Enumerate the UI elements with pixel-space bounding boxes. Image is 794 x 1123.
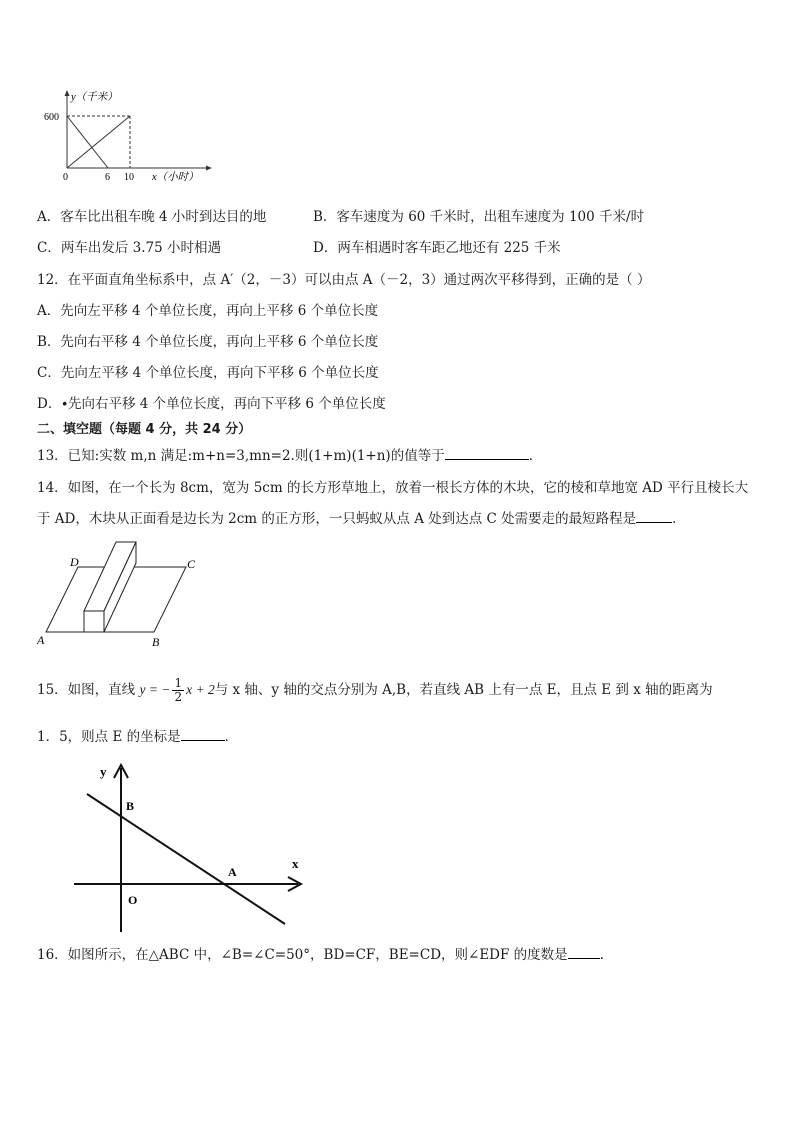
q15-label-x: x [292,856,299,871]
x-tick-10: 10 [124,172,134,183]
q16-end: . [599,947,604,963]
taxi-line [67,116,108,168]
x-axis-label: x（小时） [152,172,199,183]
q15-answer-blank [181,728,225,741]
q11-option-c: C．两车出发后 3.75 小时相遇 [37,240,221,256]
q16-question [37,946,604,964]
q12-option-d: D．∙先向右平移 4 个单位长度，再向下平移 6 个单位长度 [37,396,386,412]
q12-option-a: A．先向左平移 4 个单位长度，再向上平移 6 个单位长度 [37,303,379,319]
line-ab [87,794,285,924]
q14-line1: 14．如图，在一个长为 8cm，宽为 5cm 的长方形草地上，放着一根长方体的木块，它的棱和草地宽 AD 平行且棱长大 [37,480,749,496]
y-axis-label: y（千米） [71,92,118,103]
q16-answer-blank [568,946,600,959]
q15-frac-den: 2 [174,690,183,704]
bus-line [67,116,130,168]
q15-fraction [172,677,184,704]
q15-text2: 1．5，则点 E 的坐标是 [37,729,181,745]
q16-text: 16．如图所示，在△ABC 中，∠B=∠C=50°，BD=CF，BE=CD，则∠EDF 的度数是 [37,947,568,963]
q12-option-b: B．先向右平移 4 个单位长度，再向上平移 6 个单位长度 [37,334,379,350]
q15-label-y: y [100,764,107,779]
q14-label-A: A [37,633,45,647]
q15-line1 [37,676,713,704]
x-tick-6: 6 [105,172,110,183]
q15-pre: 15．如图，直线 [37,682,136,698]
q14-label-C: C [187,557,196,571]
q13-question [37,447,542,465]
q15-line2 [37,728,238,746]
q15-label-A: A [228,865,237,879]
q13-end: ． [528,448,543,464]
q14-label-B: B [152,635,160,649]
q15-eq-rhs: x + 2 [186,682,215,697]
q13-answer-blank [445,447,529,460]
q15-frac-num: 1 [174,676,183,690]
y-tick-600: 600 [44,112,59,123]
q11-option-a: A．客车比出租车晚 4 小时到达目的地 [37,209,267,225]
q14-answer-blank [636,510,672,523]
q15-end: ． [224,729,239,745]
q14-end: ． [672,511,686,527]
distance-time-graph [40,88,240,188]
q12-stem: 12．在平面直角坐标系中，点 A′（2，－3）可以由点 A（－2，3）通过两次平移得到，正确的是（ ） [37,272,651,288]
origin-label: 0 [63,172,68,183]
q11-option-b: B．客车速度为 60 千米时，出租车速度为 100 千米/时 [313,209,645,225]
q14-label-D: D [70,555,79,569]
q15-label-B: B [126,799,135,813]
q12-option-c: C．先向左平移 4 个单位长度，再向下平移 6 个单位长度 [37,365,379,381]
section-heading: 二、填空题（每题 4 分，共 24 分） [37,422,252,437]
q14-line2 [37,510,686,528]
q14-figure [36,544,216,649]
q13-text: 13．已知:实数 m,n 满足:m+n=3,mn=2.则(1+m)(1+n)的值等于 [37,448,445,464]
q15-label-O: O [128,893,138,907]
q11-option-d: D．两车相遇时客车距乙地还有 225 千米 [313,240,561,256]
q15-eq-lhs: y = − [139,682,171,697]
q15-post: 与 x 轴、y 轴的交点分别为 A,B，若直线 AB 上有一点 E，且点 E 到 x 轴的距离为 [214,682,713,698]
q14-text: 于 AD，木块从正面看是边长为 2cm 的正方形，一只蚂蚁从点 A 处到达点 C 处需要走的最短路程是 [37,511,637,527]
q15-figure [70,762,320,942]
